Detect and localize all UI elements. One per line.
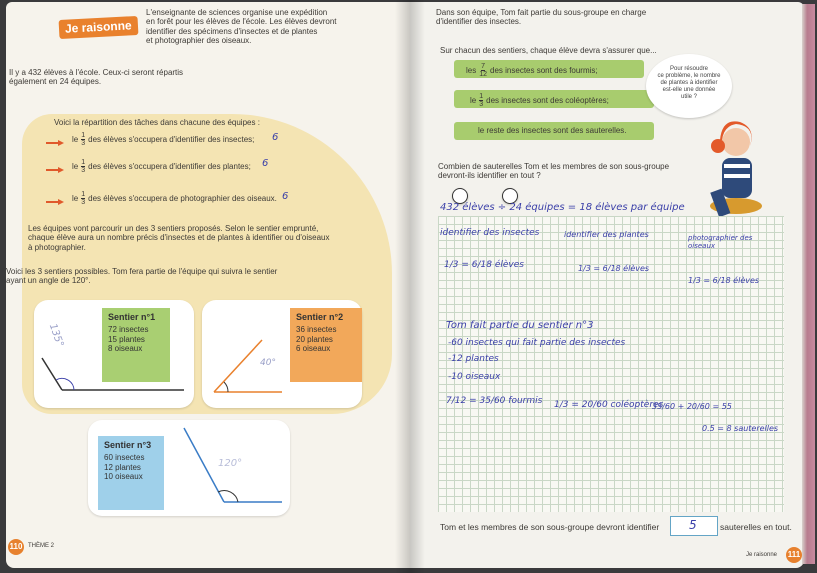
handwriting-line: 7/12 = 35/60 fourmis — [446, 396, 543, 406]
handwriting-line: 35/60 + 20/60 = 55 — [652, 402, 732, 411]
tasks-intro: Voici la répartition des tâches dans chacune des équipes : — [54, 118, 260, 127]
handwritten-answer: 6 — [272, 132, 279, 143]
handwriting-line: identifier des insectes — [440, 228, 540, 238]
answer-prefix: Tom et les membres de son sous-groupe devront identifier — [440, 522, 660, 532]
page-number: 111 — [786, 547, 802, 563]
page-footer: THÈME 2 — [28, 543, 55, 549]
paths-text-2: Voici les 3 sentiers possibles. Tom fera partie de l'équipe qui suivra le sentier ayant un angle de 120°. — [6, 267, 278, 286]
arrow-icon — [46, 140, 64, 146]
page-footer: Je raisonne — [746, 552, 778, 558]
angle-note: 135° — [46, 322, 66, 349]
handwriting-line: photographier des oiseaux — [688, 234, 753, 250]
fraction: 1 3 — [81, 191, 86, 206]
fact-bar: le reste des insectes sont des sauterelles. — [454, 122, 654, 140]
arrow-icon — [46, 199, 64, 205]
handwriting-line: 432 élèves ÷ 24 équipes = 18 élèves par équipe — [440, 202, 685, 213]
fact-bar: le 1 3 des insectes sont des coléoptères; — [454, 90, 654, 108]
work-grid — [438, 202, 784, 512]
handwritten-answer: 6 — [262, 158, 269, 169]
sentier-1-sign: Sentier n°1 72 insectes 15 plantes 8 oiseaux — [102, 308, 170, 382]
section-badge: Je raisonne — [59, 16, 139, 39]
handwriting-line: 1/3 = 6/18 élèves — [578, 264, 650, 273]
arrow-icon — [46, 167, 64, 173]
angle-40-diagram — [202, 300, 362, 408]
handwriting-line: 1/3 = 6/18 élèves — [444, 260, 524, 270]
angle-note: 120° — [218, 458, 243, 469]
angle-135-diagram — [34, 300, 194, 408]
handwriting-line: 0.5 = 8 sauterelles — [702, 424, 779, 433]
handwriting-line: 1/3 = 20/60 coléoptères — [554, 400, 664, 410]
handwriting-line: -60 insectes qui fait partie des insectes — [448, 338, 626, 348]
handwriting-line: 1/3 = 6/18 élèves — [688, 276, 760, 285]
sentier-2-sign: Sentier n°2 36 insectes 20 plantes 6 oiseaux — [290, 308, 362, 382]
right-page — [410, 2, 804, 568]
sentier-2-card — [202, 300, 362, 408]
fact-bar: les 7 12 des insectes sont des fourmis; — [454, 60, 644, 78]
page-number: 110 — [8, 539, 24, 555]
handwriting-line: -10 oiseaux — [448, 372, 501, 382]
sentier-3-card — [88, 420, 290, 516]
left-page: Je raisonne L'enseignante de sciences organise une expédition en forêt pour les élèves de l'école. Les élèves devront identifier des spécimens d'insectes et de plantes et photographier des oiseaux. Il y a 432 élèves à l'école. Ceux-ci seront répartis également en 24 équipes. Voici la répartition des tâches dans chacune des équipes : le 1 3 des élèves s'occupera d'identifier des insectes; 6 le 1 3 des élèves s'occupera d'identifier des plantes; 6 le 1 3 des élèves s'occupera de photographier des oiseaux. 6 Les équipes vont parcourir un des 3 sentiers proposés. Selon le sentier emprunté, chaque élève aura un nombre précis d'insectes et de plantes à identifier ou d'oiseaux à photographier. Voici les 3 sentiers possibles. Tom fera partie de l'équipe qui suivra le sentier ayant un angle de 120°. Sentier n°1 72 insectes 15 plantes 8 oiseaux 135° Sentier n°2 36 insectes 20 plantes 6 oiseaux 40° Sentier n°3 60 insectes 12 plantes 10 oiseaux 120° 110 THÈME 2 — [6, 2, 410, 568]
handwriting-line: -12 plantes — [448, 354, 499, 364]
angle-120-diagram — [88, 420, 290, 516]
paths-text: Les équipes vont parcourir un des 3 sentiers proposés. Selon le sentier emprunté, chaque élève aura un nombre précis d'insectes et de plantes à identifier ou d'oiseaux à photographier. — [28, 224, 330, 252]
speech-bubble: Pour résoudre ce problème, le nombre de plantes à identifier est-elle une donnée utile ? — [646, 54, 732, 118]
top-text: Dans son équipe, Tom fait partie du sous-groupe en charge d'identifier des insectes. — [436, 8, 647, 27]
path-intro: Sur chacun des sentiers, chaque élève devra s'assurer que... — [440, 46, 657, 55]
sentier-1-card — [34, 300, 194, 408]
angle-note: 40° — [260, 358, 276, 368]
fraction: 1 3 — [81, 159, 86, 174]
answer-input[interactable]: 5 — [670, 516, 718, 536]
handwriting-line: identifier des plantes — [564, 230, 649, 239]
intro-text: L'enseignante de sciences organise une expédition en forêt pour les élèves de l'école. Les élèves devront identifier des spécimens d'insectes et de plantes et photographier des oiseaux. — [146, 8, 337, 46]
girl-illustration — [696, 106, 776, 226]
fraction: 1 3 — [81, 132, 86, 147]
book-edge — [802, 4, 815, 564]
handwriting-line: Tom fait partie du sentier n°3 — [446, 320, 594, 331]
students-text: Il y a 432 élèves à l'école. Ceux-ci seront répartis également en 24 équipes. — [9, 68, 184, 87]
answer-suffix: sauterelles en tout. — [720, 522, 792, 532]
handwritten-answer: 6 — [282, 191, 289, 202]
sentier-3-sign: Sentier n°3 60 insectes 12 plantes 10 oiseaux — [98, 436, 164, 510]
question-text: Combien de sauterelles Tom et les membres de son sous-groupe devront-ils identifier en tout ? — [438, 162, 670, 181]
